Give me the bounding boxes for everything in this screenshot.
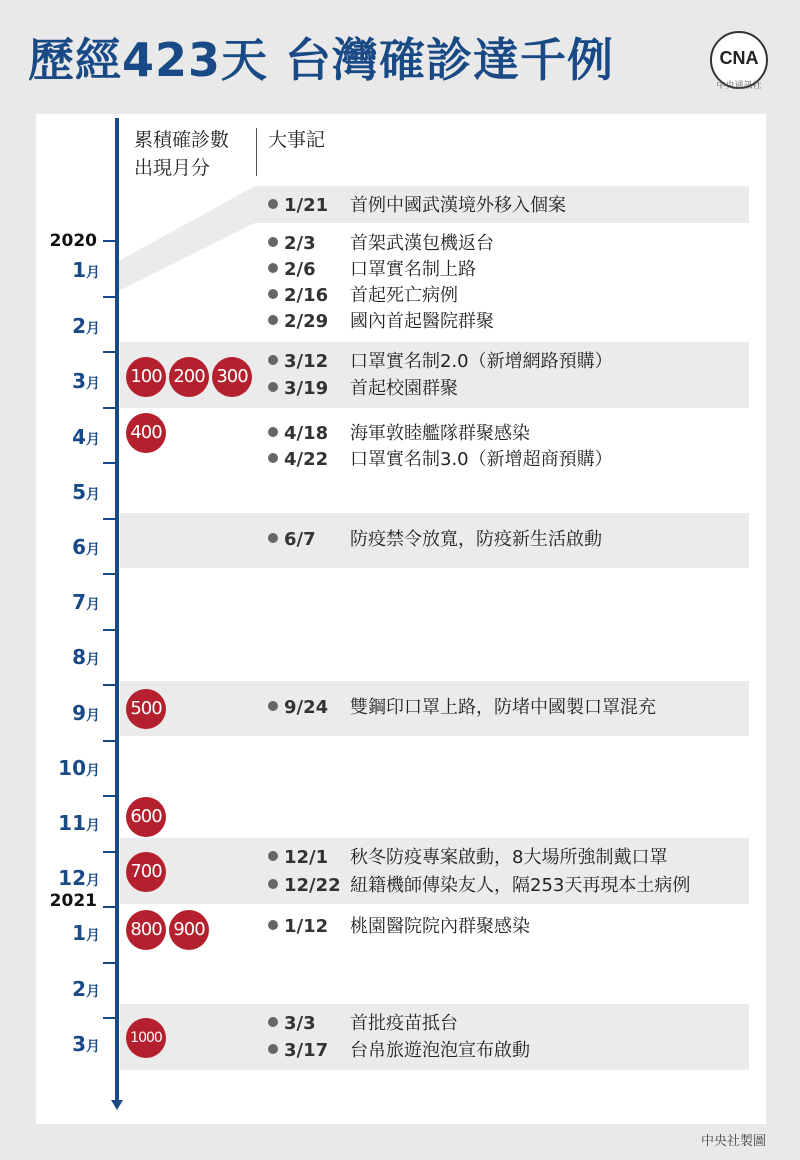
tick	[103, 296, 117, 298]
event-item: 3/17 台帛旅遊泡泡宣布啟動	[268, 1038, 530, 1064]
bullet-icon	[268, 382, 278, 392]
bullet-icon	[268, 199, 278, 209]
case-milestone: 400	[126, 413, 166, 453]
timeline-axis	[115, 118, 119, 1104]
event-item: 6/7 防疫禁令放寬，防疫新生活啟動	[268, 527, 602, 553]
bullet-icon	[268, 315, 278, 325]
year-label-2020: 2020	[49, 231, 97, 251]
bullet-icon	[268, 701, 278, 711]
footer-credit: 中央社製圖	[700, 1134, 766, 1149]
event-item: 2/3 首架武漢包機返台	[268, 231, 494, 257]
tick	[103, 462, 117, 464]
event-item: 12/1 秋冬防疫專案啟動，8大場所強制戴口罩	[268, 845, 667, 871]
bullet-icon	[268, 453, 278, 463]
event-item: 3/19 首起校園群聚	[268, 376, 458, 402]
event-item: 9/24 雙鋼印口罩上路，防堵中國製口罩混充	[268, 695, 656, 721]
header-divider	[256, 128, 257, 176]
event-item: 2/16 首起死亡病例	[268, 283, 458, 309]
tick	[103, 240, 117, 242]
event-item: 1/21 首例中國武漢境外移入個案	[268, 193, 566, 219]
bullet-icon	[268, 1017, 278, 1027]
logo-subtitle: 中央通訊社	[716, 81, 762, 91]
month-label: 7月	[72, 590, 100, 614]
case-milestone: 1000	[126, 1018, 166, 1058]
bullet-icon	[268, 920, 278, 930]
bullet-icon	[268, 289, 278, 299]
bullet-icon	[268, 533, 278, 543]
month-label: 11月	[58, 811, 100, 835]
case-milestone: 700	[126, 852, 166, 892]
tick	[103, 851, 117, 853]
event-item: 2/6 口罩實名制上路	[268, 257, 476, 283]
bullet-icon	[268, 1044, 278, 1054]
case-milestone: 500	[126, 689, 166, 729]
case-milestone: 300	[212, 357, 252, 397]
case-milestone: 800	[126, 910, 166, 950]
event-item: 2/29 國內首起醫院群聚	[268, 309, 494, 335]
bullet-icon	[268, 355, 278, 365]
event-item: 12/22 紐籍機師傳染友人，隔253天再現本土病例	[268, 873, 690, 899]
month-label: 6月	[72, 535, 100, 559]
month-label: 4月	[72, 425, 100, 449]
month-label: 12月	[58, 866, 100, 890]
tick	[103, 906, 117, 908]
tick	[103, 518, 117, 520]
case-milestone: 900	[169, 910, 209, 950]
tick	[103, 962, 117, 964]
month-label: 3月	[72, 369, 100, 393]
tick	[103, 573, 117, 575]
tick	[103, 740, 117, 742]
event-item: 4/22 口罩實名制3.0（新增超商預購）	[268, 447, 613, 473]
case-milestone: 600	[126, 797, 166, 837]
event-item: 3/12 口罩實名制2.0（新增網路預購）	[268, 349, 613, 375]
event-item: 1/12 桃園醫院院內群聚感染	[268, 914, 530, 940]
month-label: 1月	[72, 258, 100, 282]
logo-mark: CNA	[719, 48, 759, 68]
month-label: 3月	[72, 1032, 100, 1056]
cases-header-line2: 出現月分	[134, 157, 211, 179]
month-label: 1月	[72, 921, 100, 945]
bullet-icon	[268, 427, 278, 437]
event-item: 3/3 首批疫苗抵台	[268, 1011, 458, 1037]
month-label: 9月	[72, 701, 100, 725]
month-label: 10月	[58, 756, 100, 780]
month-label: 2月	[72, 314, 100, 338]
band-connector	[117, 186, 257, 292]
bullet-icon	[268, 851, 278, 861]
axis-arrow-icon	[111, 1100, 123, 1110]
bullet-icon	[268, 263, 278, 273]
month-label: 5月	[72, 480, 100, 504]
events-header: 大事記	[268, 129, 326, 151]
tick	[103, 795, 117, 797]
event-item: 4/18 海軍敦睦艦隊群聚感染	[268, 421, 530, 447]
month-label: 2月	[72, 977, 100, 1001]
year-label-2021: 2021	[49, 891, 97, 911]
tick	[103, 629, 117, 631]
bullet-icon	[268, 879, 278, 889]
cases-header-line1: 累積確診數	[134, 129, 230, 151]
tick	[103, 684, 117, 686]
tick	[103, 351, 117, 353]
bullet-icon	[268, 237, 278, 247]
tick	[103, 1017, 117, 1019]
tick	[103, 407, 117, 409]
month-label: 8月	[72, 645, 100, 669]
case-milestone: 200	[169, 357, 209, 397]
case-milestone: 100	[126, 357, 166, 397]
page-title: 歷經423天 台灣確診達千例	[28, 33, 615, 87]
